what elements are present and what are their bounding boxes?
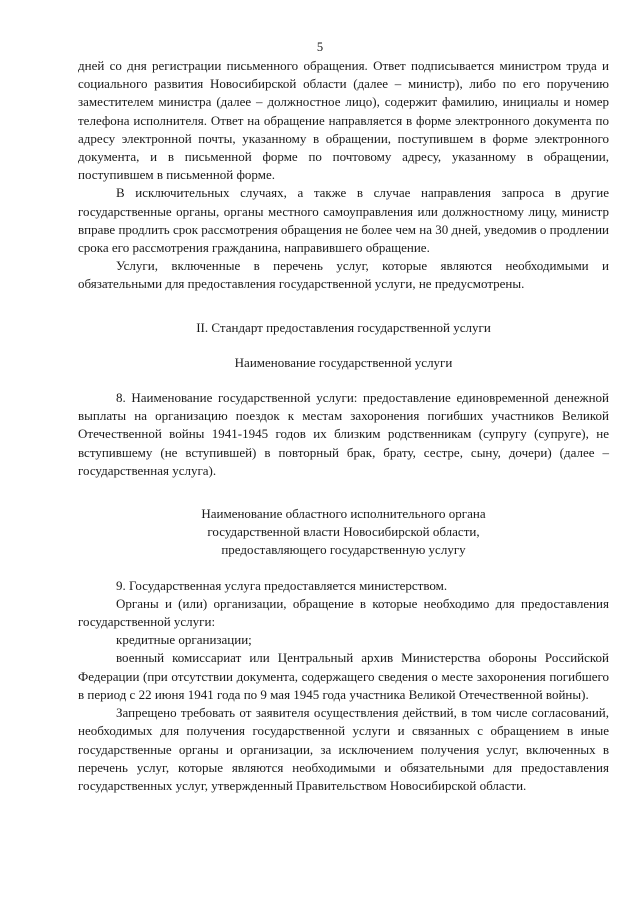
paragraph-response-signing: дней со дня регистрации письменного обращения. Ответ подписывается министром труда и социального развития Новосибирской области (далее – министр), либо по его поручению заместителем министра (далее – должностное лицо), содержит фамилию, инициалы и номер телефона исполнителя. Ответ на обращение направляется в форме электронного документа по адресу электронной почты, указанному в обращении, поступившем в форме электронного документа, и в письменной форме по почтовому адресу, указанному в обращении, поступившем в письменной форме. [78, 58, 609, 183]
subheading-authority-line-1: Наименование областного исполнительного органа [201, 506, 486, 522]
document-body [78, 57, 609, 795]
paragraph-deadline-extension: В исключительных случаях, а также в случае направления запроса в другие государственные органы, органы местного самоуправления или должностному лицу, министр вправе продлить срок рассмотрения обращения не более чем на 30 дней, уведомив о продлении срока его рассмотрения гражданина, направившего обращение. [78, 185, 609, 256]
paragraph-credit-organizations: кредитные организации; [116, 632, 252, 648]
paragraph-military-archive: военный комиссариат или Центральный архив Министерства обороны Российской Федерации (при отсутствии документа, содержащего сведения о месте захоронения погибшего в период с 22 июня 1941 года по 9 мая 1945 года участника Великой Отечественной войны). [78, 650, 609, 702]
section-heading-standard: II. Стандарт предоставления государственной услуги [196, 319, 491, 335]
subheading-authority-line-2: государственной власти Новосибирской области, [207, 524, 480, 540]
paragraph-ministry-provides: 9. Государственная услуга предоставляется министерством. [116, 577, 448, 593]
subheading-authority-line-3: предоставляющего государственную услугу [221, 542, 466, 558]
paragraph-prohibition: Запрещено требовать от заявителя осуществления действий, в том числе согласований, необходимых для получения государственной услуги и связанных с обращением в иные государственные органы и организации, за исключением получения услуг, включенных в перечень услуг, которые являются необходимыми и обязательными для предоставления государственных услуг, утвержденный Правительством Новосибирской области. [78, 705, 609, 793]
paragraph-required-services: Услуги, включенные в перечень услуг, которые являются необходимыми и обязательными для предоставления государственной услуги, не предусмотрены. [78, 258, 609, 292]
subheading-authority [78, 505, 609, 560]
paragraph-service-name: 8. Наименование государственной услуги: предоставление единовременной денежной выплаты на организацию поездок к местам захоронения погибших участников Великой Отечественной войны 1941-1945 годов их близким родственникам (супругу (супруге), не вступившему (не вступившей) в повторный брак, брату, сестре, сыну, дочери) (далее – государственная услуга). [78, 390, 609, 478]
subheading-service-name: Наименование государственной услуги [234, 354, 453, 370]
page-number: 5 [316, 40, 324, 54]
paragraph-bodies-organizations: Органы и (или) организации, обращение в которые необходимо для предоставления государственной услуги: [78, 595, 609, 630]
